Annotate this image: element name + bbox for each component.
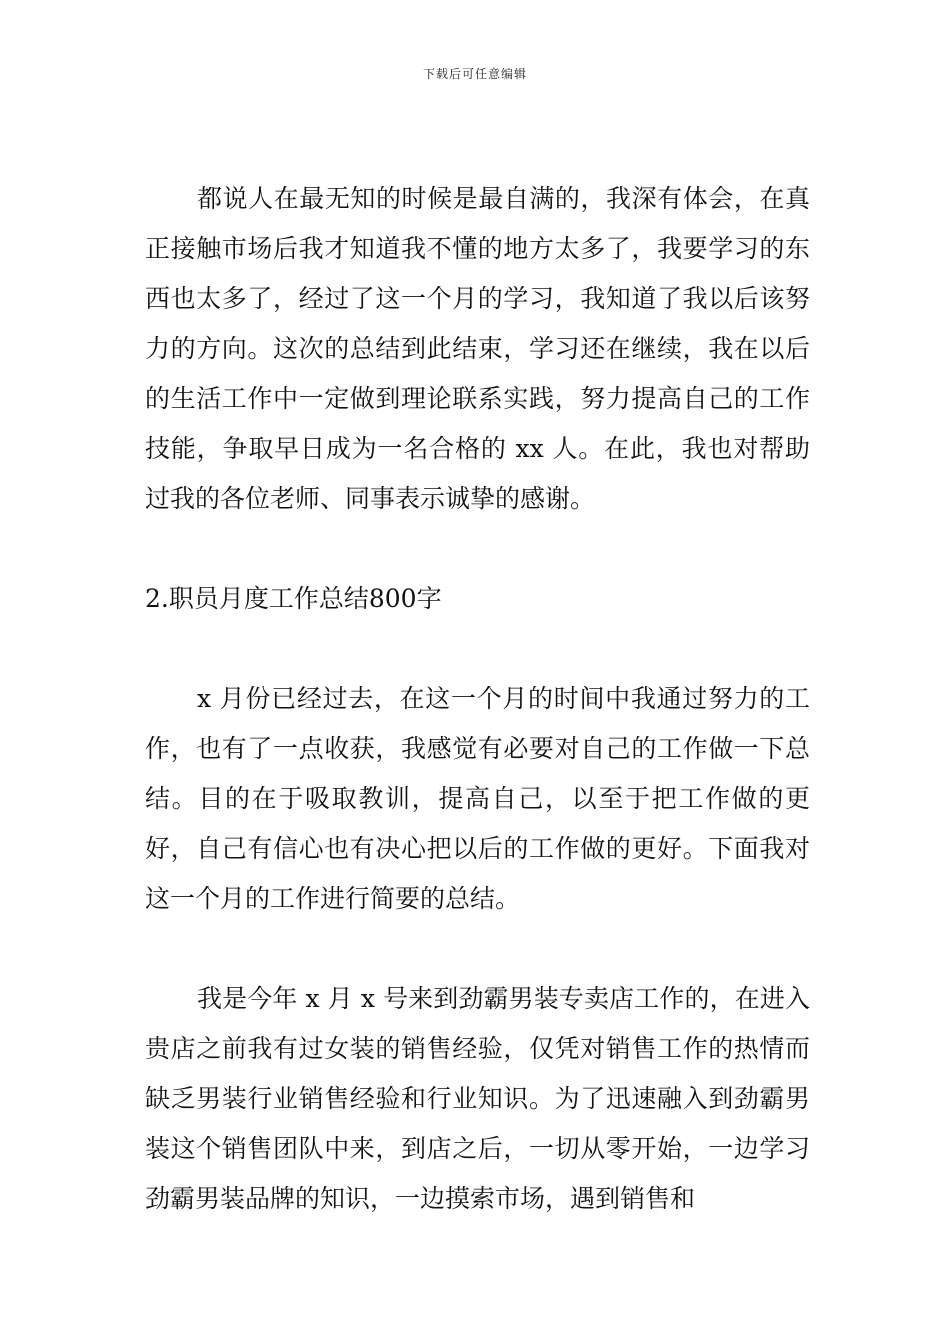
body-paragraph-2: [145, 674, 810, 924]
body-paragraph-1: [145, 174, 810, 524]
section-heading: [145, 574, 810, 624]
body-paragraph-3: [145, 974, 810, 1224]
header-note: 下载后可任意编辑: [422, 67, 527, 81]
paragraph-text: 我是今年 x 月 x 号来到劲霸男装专卖店工作的，在进入贵店之前我有过女装的销售经验，仅凭对销售工作的热情而缺乏男装行业销售经验和行业知识。为了迅速融入到劲霸男装这个销售团队中来，到店之后，一切从零开始，一边学习劲霸男装品牌的知识，一边摸索市场，遇到销售和: [145, 984, 810, 1213]
section-heading-text: 2.职员月度工作总结800字: [145, 584, 442, 613]
paragraph-text: x 月份已经过去，在这一个月的时间中我通过努力的工作，也有了一点收获，我感觉有必要对自己的工作做一下总结。目的在于吸取教训，提高自己，以至于把工作做的更好，自己有信心也有决心把以后的工作做的更好。下面我对这一个月的工作进行简要的总结。: [145, 684, 810, 913]
paragraph-text: 都说人在最无知的时候是最自满的，我深有体会，在真正接触市场后我才知道我不懂的地方太多了，我要学习的东西也太多了，经过了这一个月的学习，我知道了我以后该努力的方向。这次的总结到此结束，学习还在继续，我在以后的生活工作中一定做到理论联系实践，努力提高自己的工作技能，争取早日成为一名合格的 xx 人。在此，我也对帮助过我的各位老师、同事表示诚挚的感谢。: [145, 184, 810, 513]
